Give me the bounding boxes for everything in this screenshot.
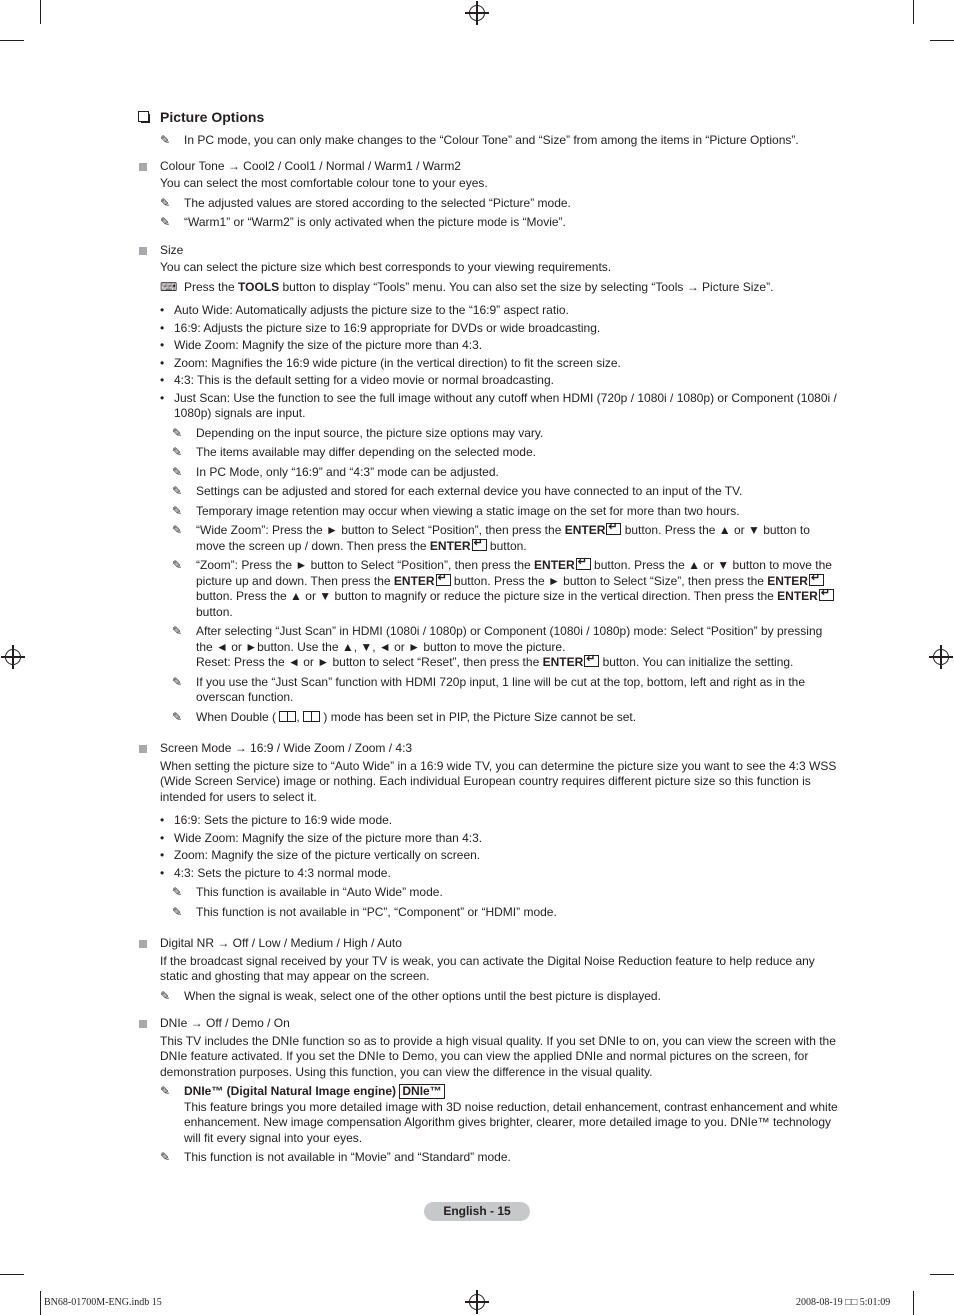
- note: ✎ The items available may differ depending on the selected mode.: [172, 445, 536, 459]
- pip-note: ✎ When Double ( , ) mode has been set in PIP, the Picture Size cannot be set.: [172, 709, 637, 724]
- size-options-list: [160, 303, 842, 422]
- pip-double-icon: [303, 711, 320, 722]
- date-slug: 2008-08-19 □□ 5:01:09: [796, 1297, 891, 1308]
- crop-mark: [930, 1274, 954, 1275]
- tools-note: ⌨ Press the TOOLS button to display “Tools” menu. You can also set the size by selecting “Tools → Picture Size”.: [160, 279, 774, 294]
- screen-mode-desc: When setting the picture size to “Auto Wide” in a 16:9 wide TV, you can determine the picture size you want to see the 4:3 WSS (Wide Screen Service) image or nothing. Each individual European country requires different picture size so this function is intended for users to select it.: [160, 758, 837, 804]
- digital-nr-desc: If the broadcast signal received by your TV is weak, you can activate the Digital Noise Reduction feature to help reduce any static and ghosting that may appear on the screen.: [160, 953, 815, 983]
- list-item: • Zoom: Magnifies the 16:9 wide picture (in the vertical direction) to fit the screen size.: [160, 355, 621, 370]
- note-icon: ✎: [172, 464, 183, 479]
- note: ✎ “Warm1” or “Warm2” is only activated when the picture mode is “Movie”.: [160, 215, 566, 229]
- note-icon: ✎: [160, 1150, 171, 1164]
- screen-mode-item: [160, 741, 842, 920]
- list-item: • Zoom: Magnify the size of the picture vertically on screen.: [160, 848, 481, 862]
- note-icon: ✎: [172, 523, 183, 537]
- list-item: • 16:9: Adjusts the picture size to 16:9 appropriate for DVDs or wide broadcasting.: [160, 320, 601, 335]
- dnie-logo: DNIe™: [399, 1084, 444, 1099]
- crop-mark: [913, 1291, 914, 1315]
- square-bullet-icon: [139, 247, 147, 255]
- note-icon: ✎: [160, 195, 171, 210]
- note-icon: ✎: [172, 624, 183, 638]
- crop-mark: [913, 0, 914, 24]
- dnie-note: ✎ DNIe™ (Digital Natural Image engine) DNIe™ This feature brings you more detailed image with 3D noise reduction, detail enhancement, contrast enhancement and white enhancement. New image compensation Algorithm gives brighter, clearer, more detailed image to you. DNIe™ technology will fit every signal into your eyes.: [160, 1084, 838, 1145]
- dnie-item: [160, 1016, 842, 1166]
- document-body: [160, 108, 842, 1166]
- crop-mark: [930, 40, 954, 41]
- section-heading: Picture Options: [160, 108, 842, 126]
- just-scan-note: ✎ After selecting “Just Scan” in HDMI (1080i / 1080p) or Component (1080i / 1080p) mode: Select “Position” by pressing the ◄ or ►button. Use the ▲, ▼, ◄ or ► button to move the picture. Reset: Press the ◄ or ► button to select “Reset”, then press the ENTER↵ button. You can initialize the setting.: [172, 624, 842, 671]
- square-bullet-icon: [139, 163, 147, 171]
- list-item: • Wide Zoom: Magnify the size of the picture more than 4:3.: [160, 830, 483, 845]
- list-item: • 4:3: Sets the picture to 4:3 normal mode.: [160, 865, 391, 880]
- note-icon: ✎: [160, 215, 171, 229]
- note: ✎ In PC Mode, only “16:9” and “4:3” mode can be adjusted.: [172, 464, 499, 479]
- square-bullet-icon: [139, 940, 147, 948]
- list-item: • Wide Zoom: Magnify the size of the picture more than 4:3.: [160, 338, 483, 352]
- note-icon: ✎: [172, 425, 183, 440]
- dnie-heading: DNIe → Off / Demo / On: [160, 1016, 290, 1030]
- enter-icon: [472, 539, 487, 551]
- colour-tone-desc: You can select the most comfortable colour tone to your eyes.: [160, 176, 488, 190]
- enter-icon: [819, 589, 834, 601]
- crop-mark: [40, 1291, 41, 1315]
- note: ✎ Settings can be adjusted and stored for each external device you have connected to an input of the TV.: [172, 484, 743, 498]
- note-icon: ✎: [172, 558, 183, 572]
- file-slug: BN68-01700M-ENG.indb 15: [44, 1297, 162, 1308]
- enter-icon: [576, 558, 591, 570]
- screen-mode-heading: Screen Mode → 16:9 / Wide Zoom / Zoom / 4:3: [160, 741, 413, 755]
- size-item: [160, 243, 842, 726]
- note: ✎ In PC mode, you can only make changes to the “Colour Tone” and “Size” from among the items in “Picture Options”.: [160, 133, 799, 147]
- list-item: • Auto Wide: Automatically adjusts the picture size to the “16:9” aspect ratio.: [160, 303, 569, 317]
- note: ✎ Depending on the input source, the picture size options may vary.: [172, 425, 544, 440]
- wide-zoom-note: ✎ “Wide Zoom”: Press the ► button to Select “Position”, then press the ENTER↵ button. Press the ▲ or ▼ button to move the screen up / down. Then press the ENTER↵ button.: [172, 523, 842, 554]
- note: ✎ If you use the “Just Scan” function with HDMI 720p input, 1 line will be cut at the top, bottom, left and right as in the overscan function.: [172, 674, 805, 704]
- enter-icon: [584, 655, 599, 667]
- note: ✎ This function is available in “Auto Wide” mode.: [172, 885, 443, 899]
- square-bullet-icon: [139, 1020, 147, 1028]
- note-icon: ✎: [160, 988, 171, 1003]
- tools-icon: ⌨: [160, 279, 178, 294]
- note-icon: ✎: [172, 445, 183, 459]
- note-icon: ✎: [172, 503, 183, 518]
- note-icon: ✎: [160, 1084, 171, 1098]
- note: ✎ Temporary image retention may occur when viewing a static image on the set for more than two hours.: [172, 503, 740, 518]
- pip-double-icon: [279, 711, 296, 722]
- size-desc: You can select the picture size which best corresponds to your viewing requirements.: [160, 260, 612, 274]
- crop-mark: [0, 40, 24, 41]
- colour-tone-heading: Colour Tone → Cool2 / Cool1 / Normal / Warm1 / Warm2: [160, 158, 461, 173]
- digital-nr-heading: Digital NR → Off / Low / Medium / High / Auto: [160, 936, 402, 950]
- colour-tone-item: [160, 159, 842, 231]
- note: ✎ This function is not available in “Movie” and “Standard” mode.: [160, 1150, 511, 1164]
- crop-mark: [0, 1274, 24, 1275]
- page-number: English - 15: [424, 1202, 530, 1221]
- list-item: • 16:9: Sets the picture to 16:9 wide mode.: [160, 813, 393, 827]
- note: ✎ The adjusted values are stored according to the selected “Picture” mode.: [160, 195, 571, 210]
- note-icon: ✎: [172, 484, 183, 498]
- note-icon: ✎: [160, 133, 171, 147]
- registration-mark-icon: [933, 649, 949, 665]
- note: ✎ This function is not available in “PC”, “Component” or “HDMI” mode.: [172, 904, 557, 919]
- registration-mark-icon: [5, 649, 21, 665]
- dnie-desc: This TV includes the DNIe function so as to provide a high visual quality. If you set DNIe to on, you can view the screen with the DNIe feature activated. If you set the DNIe to Demo, you can view the applied DNIe and normal pictures on the screen, for demonstration purposes. Using this function, you can view the difference in the visual quality.: [160, 1033, 836, 1079]
- checkbox-icon: [138, 111, 149, 122]
- registration-mark-icon: [469, 1294, 485, 1310]
- crop-mark: [40, 0, 41, 24]
- note-icon: ✎: [172, 904, 183, 919]
- note-icon: ✎: [172, 674, 183, 689]
- list-item: • Just Scan: Use the function to see the full image without any cutoff when HDMI (720p / 1080i / 1080p) or Component (1080i / 1080p) signals are input.: [160, 390, 837, 420]
- enter-icon: [809, 574, 824, 586]
- registration-mark-icon: [469, 5, 485, 21]
- square-bullet-icon: [139, 745, 147, 753]
- size-heading: Size: [160, 242, 184, 257]
- enter-icon: [606, 523, 621, 535]
- note-icon: ✎: [172, 885, 183, 899]
- digital-nr-item: [160, 936, 842, 1004]
- screen-mode-list: [160, 813, 842, 881]
- list-item: • 4:3: This is the default setting for a video movie or normal broadcasting.: [160, 373, 554, 387]
- note: ✎ When the signal is weak, select one of the other options until the best picture is displayed.: [160, 988, 661, 1003]
- enter-icon: [436, 574, 451, 586]
- note-icon: ✎: [172, 709, 183, 724]
- zoom-note: ✎ “Zoom”: Press the ► button to Select “Position”, then press the ENTER↵ button. Press the ▲ or ▼ button to move the picture up and down. Then press the ENTER↵ button. Press the ► button to Select “Size”, then press the ENTER↵ button. Press the ▲ or ▼ button to magnify or reduce the picture size in the vertical direction. Then press the ENTER↵ button.: [172, 558, 842, 620]
